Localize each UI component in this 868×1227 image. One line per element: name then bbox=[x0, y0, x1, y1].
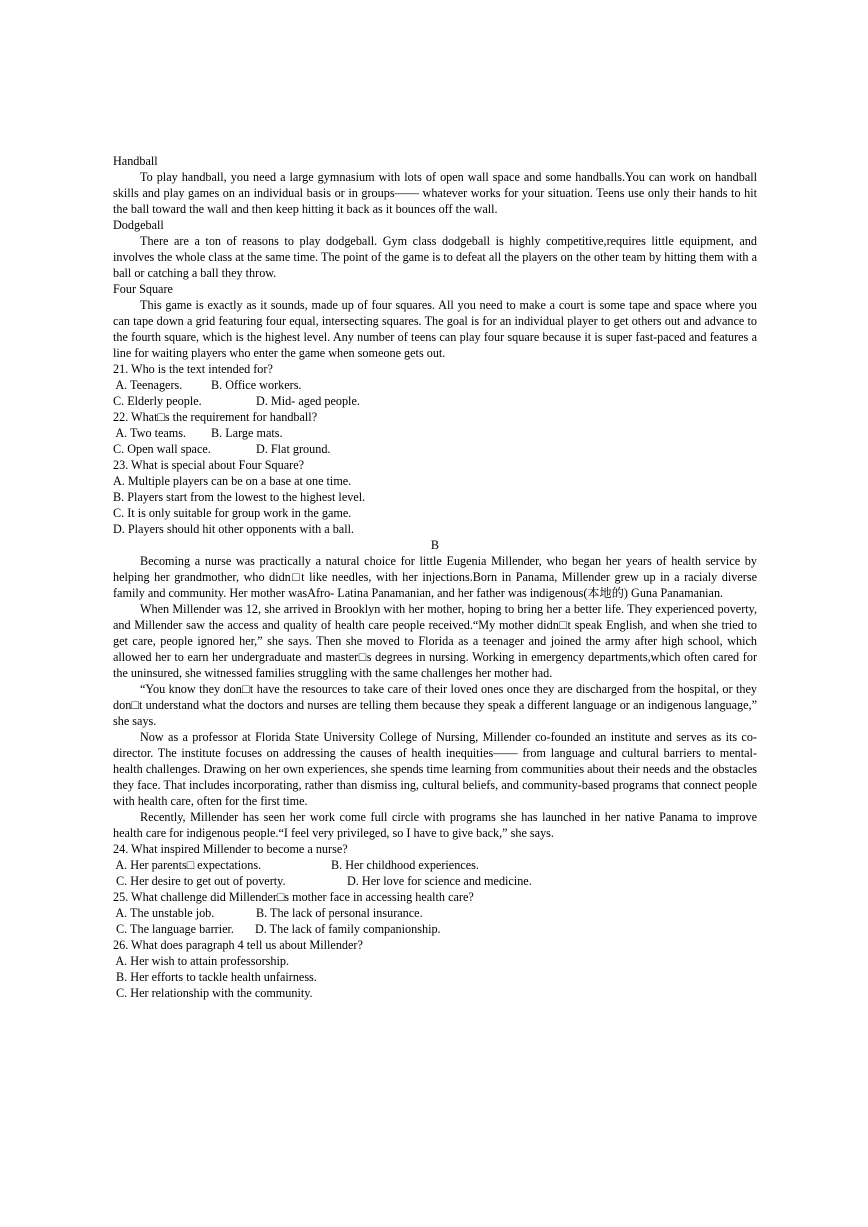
question-26-option-b: B. Her efforts to tackle health unfairness. bbox=[113, 970, 317, 984]
dodgeball-paragraph: There are a ton of reasons to play dodgeball. Gym class dodgeball is highly competitive,requires little equipment, and involves the whole class at the same time. The point of the game is to defeat all the players on the other team by hitting them with a ball or catching a ball they throw. bbox=[113, 234, 757, 280]
question-21-option-b: B. Office workers. bbox=[211, 378, 302, 392]
four-square-paragraph: This game is exactly as it sounds, made up of four squares. All you need to make a court is some tape and space where you can tape down a grid featuring four equal, intersecting squares. The goal is for an individual player to get others out and advance to the fourth square, which is the highest level. Any number of teens can play four square because it is super fast-paced and features a line for waiting players who enter the game when someone gets out. bbox=[113, 298, 757, 360]
question-24-option-a: A. Her parents□ expectations. bbox=[113, 858, 262, 872]
question-24-option-b: B. Her childhood experiences. bbox=[331, 858, 479, 872]
question-26-stem: 26. What does paragraph 4 tell us about Millender? bbox=[113, 938, 363, 952]
dodgeball-heading: Dodgeball bbox=[113, 218, 164, 232]
passage-b-paragraph-2: When Millender was 12, she arrived in Brooklyn with her mother, hoping to bring her a better life. They experienced poverty, and Millender saw the access and quality of health care people received.“My mother didn□t speak English, and when she tried to get care, people ignored her,” she says. Then she moved to Florida as a teenager and joined the army after high school, which allowed her to earn her undergraduate and master□s degrees in nursing. Working in emergency departments,which often cared for the uninsured, she witnessed families struggling with the same challenges her mother had. bbox=[113, 602, 757, 680]
question-22-option-d: D. Flat ground. bbox=[256, 442, 331, 456]
question-22-option-c: C. Open wall space. bbox=[113, 442, 211, 456]
question-24-options-row-1 bbox=[113, 857, 757, 873]
passage-b-paragraph-5: Recently, Millender has seen her work come full circle with programs she has launched in her native Panama to improve health care for indigenous people.“I feel very privileged, so I have to give back,” she says. bbox=[113, 810, 757, 840]
question-25-option-a: A. The unstable job. bbox=[113, 906, 215, 920]
passage-b-paragraph-3: “You know they don□t have the resources to take care of their loved ones once they are discharged from the hospital, or they don□t understand what the doctors and nurses are telling them because they speak a different language or an indigenous language,” she says. bbox=[113, 682, 757, 728]
question-22-stem: 22. What□s the requirement for handball? bbox=[113, 410, 318, 424]
question-26-option-a: A. Her wish to attain professorship. bbox=[113, 954, 290, 968]
passage-b-paragraph-4: Now as a professor at Florida State University College of Nursing, Millender co-founded an institute and serves as its co-director. The institute focuses on addressing the causes of health inequities—— from language and cultural barriers to mental-health challenges. Drawing on her own experiences, she spends time learning from communities about their needs and the obstacles they face. That includes incorporating, rather than dismiss ing, cultural beliefs, and community-based programs that connect people with health care, often for the first time. bbox=[113, 730, 757, 808]
four-square-heading: Four Square bbox=[113, 282, 173, 296]
question-21-stem: 21. Who is the text intended for? bbox=[113, 362, 273, 376]
question-25-stem: 25. What challenge did Millender□s mother face in accessing health care? bbox=[113, 890, 474, 904]
question-23-option-c: C. It is only suitable for group work in the game. bbox=[113, 506, 352, 520]
question-22-option-b: B. Large mats. bbox=[211, 426, 283, 440]
question-25-option-d: D. The lack of family companionship. bbox=[255, 922, 441, 936]
passage-b-paragraph-1: Becoming a nurse was practically a natural choice for little Eugenia Millender, who began her years of health service by helping her grandmother, who didn□t like needles, with her injections.Born in Panama, Millender grew up in a racialy diverse family and community. Her mother wasAfro- Latina Panamanian, and her father was indigenous(本地的) Guna Panamanian. bbox=[113, 554, 757, 600]
handball-paragraph: To play handball, you need a large gymnasium with lots of open wall space and some handballs.You can work on handball skills and play games on an individual basis or in groups—— whatever works for your situation. Teens use only their hands to hit the ball toward the wall and then keep hitting it back as it bounces off the wall. bbox=[113, 170, 757, 216]
question-23-option-d: D. Players should hit other opponents with a ball. bbox=[113, 522, 355, 536]
question-22-options-row-2 bbox=[113, 441, 757, 457]
question-23-option-b: B. Players start from the lowest to the highest level. bbox=[113, 490, 366, 504]
question-21-options-row-1 bbox=[113, 377, 757, 393]
question-24-options-row-2 bbox=[113, 873, 757, 889]
exam-page bbox=[113, 153, 757, 1001]
question-24-stem: 24. What inspired Millender to become a nurse? bbox=[113, 842, 348, 856]
question-24-option-d: D. Her love for science and medicine. bbox=[347, 874, 532, 888]
question-22-option-a: A. Two teams. bbox=[113, 426, 187, 440]
question-25-options-row-2 bbox=[113, 921, 757, 937]
handball-heading: Handball bbox=[113, 154, 158, 168]
question-21-options-row-2 bbox=[113, 393, 757, 409]
question-25-option-c: C. The language barrier. bbox=[113, 922, 234, 936]
passage-b-label: B bbox=[430, 538, 440, 552]
question-21-option-c: C. Elderly people. bbox=[113, 394, 202, 408]
question-24-option-c: C. Her desire to get out of poverty. bbox=[113, 874, 286, 888]
question-25-options-row-1 bbox=[113, 905, 757, 921]
question-26-option-c: C. Her relationship with the community. bbox=[113, 986, 313, 1000]
question-21-option-a: A. Teenagers. bbox=[113, 378, 183, 392]
question-21-option-d: D. Mid- aged people. bbox=[256, 394, 360, 408]
question-23-option-a: A. Multiple players can be on a base at one time. bbox=[113, 474, 352, 488]
question-25-option-b: B. The lack of personal insurance. bbox=[256, 906, 423, 920]
question-23-stem: 23. What is special about Four Square? bbox=[113, 458, 305, 472]
question-22-options-row-1 bbox=[113, 425, 757, 441]
